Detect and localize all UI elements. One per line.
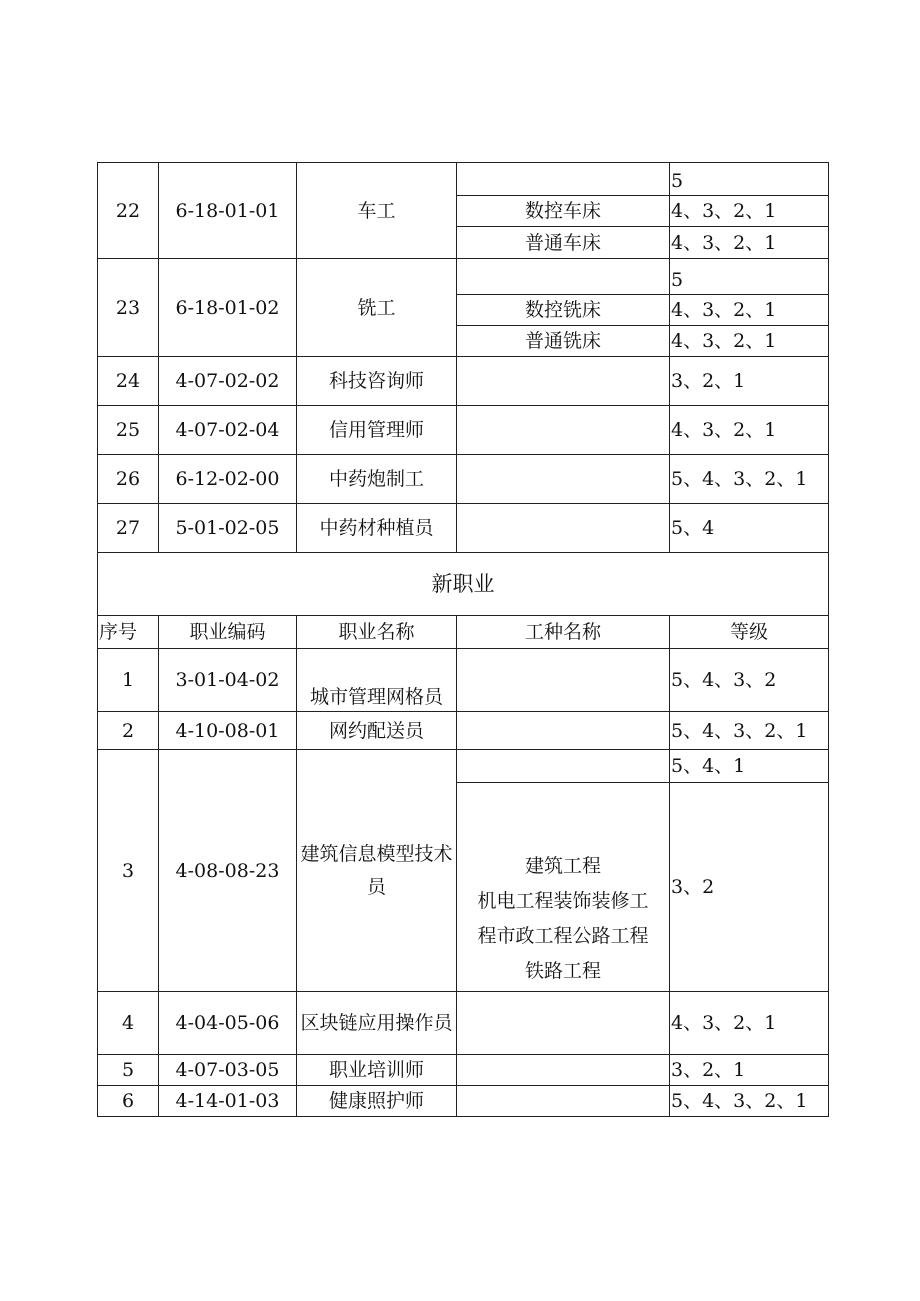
table-row [98,649,829,712]
row-number: 26 [98,455,159,504]
occupation-code: 4-08-08-23 [159,750,297,992]
table-row [98,1055,829,1086]
header-type: 工种名称 [457,616,670,649]
job-type [457,649,670,712]
table-row [98,504,829,553]
level: 5 [670,163,829,196]
table-row [98,163,829,196]
table-row [98,455,829,504]
level: 5、4、1 [670,750,829,783]
occupation-name: 区块链应用操作员 [297,992,457,1055]
table-row [98,712,829,750]
occupation-code: 6-12-02-00 [159,455,297,504]
occupation-code: 6-18-01-02 [159,259,297,357]
occupation-code: 3-01-04-02 [159,649,297,712]
header-code: 职业编码 [159,616,297,649]
level: 4、3、2、1 [670,295,829,326]
job-type: 数控车床 [457,196,670,227]
occupation-code: 5-01-02-05 [159,504,297,553]
occupation-name: 健康照护师 [297,1086,457,1117]
occupation-name: 网约配送员 [297,712,457,750]
level: 4、3、2、1 [670,227,829,259]
level: 3、2、1 [670,357,829,406]
job-type [457,992,670,1055]
header-no: 序号 [98,616,159,649]
job-type [457,712,670,750]
occupation-code: 4-07-02-04 [159,406,297,455]
row-number: 1 [98,649,159,712]
row-number: 23 [98,259,159,357]
table-row [98,1086,829,1117]
level: 4、3、2、1 [670,992,829,1055]
header-name: 职业名称 [297,616,457,649]
job-type: 数控铣床 [457,295,670,326]
occupation-name: 车工 [297,163,457,259]
occupation-name: 信用管理师 [297,406,457,455]
row-number: 4 [98,992,159,1055]
job-type [457,259,670,295]
occupation-name: 中药材种植员 [297,504,457,553]
occupation-code: 4-04-05-06 [159,992,297,1055]
job-type [457,750,670,783]
job-type [457,455,670,504]
row-number: 27 [98,504,159,553]
level: 5、4、3、2 [670,649,829,712]
table-row [98,357,829,406]
job-type [457,163,670,196]
level: 3、2 [670,783,829,992]
job-type [457,406,670,455]
row-number: 3 [98,750,159,992]
occupation-code: 4-07-02-02 [159,357,297,406]
row-number: 2 [98,712,159,750]
occupation-name: 科技咨询师 [297,357,457,406]
row-number: 5 [98,1055,159,1086]
level: 4、3、2、1 [670,326,829,357]
row-number: 6 [98,1086,159,1117]
occupation-code: 4-07-03-05 [159,1055,297,1086]
level: 4、3、2、1 [670,406,829,455]
job-type-line: 建筑工程 [524,855,601,877]
level: 5、4、3、2、1 [670,712,829,750]
job-type [457,1055,670,1086]
occupation-code: 4-10-08-01 [159,712,297,750]
level: 3、2、1 [670,1055,829,1086]
occupation-code: 6-18-01-01 [159,163,297,259]
occupation-name: 铣工 [297,259,457,357]
level: 5 [670,259,829,295]
table-row [98,406,829,455]
job-type-line: 机电工程装饰装修工 [477,890,649,912]
occupation-table [97,162,829,1117]
job-type-line: 铁路工程 [524,960,601,982]
job-type [457,1086,670,1117]
job-type: 普通铣床 [457,326,670,357]
table-row [98,259,829,295]
header-level: 等级 [670,616,829,649]
level: 5、4、3、2、1 [670,1086,829,1117]
table-row [98,750,829,783]
occupation-name: 职业培训师 [297,1055,457,1086]
job-type: 普通车床 [457,227,670,259]
occupation-name: 建筑信息模型技术员 [297,750,457,992]
section-row [98,553,829,616]
job-type-list [457,783,670,992]
job-type-line: 程市政工程公路工程 [477,925,649,947]
table-row [98,992,829,1055]
level: 5、4、3、2、1 [670,455,829,504]
job-type [457,504,670,553]
occupation-code: 4-14-01-03 [159,1086,297,1117]
row-number: 25 [98,406,159,455]
occupation-name: 城市管理网格员 [297,649,457,712]
row-number: 22 [98,163,159,259]
row-number: 24 [98,357,159,406]
header-row [98,616,829,649]
section-title: 新职业 [98,553,829,616]
level: 5、4 [670,504,829,553]
occupation-name: 中药炮制工 [297,455,457,504]
job-type [457,357,670,406]
level: 4、3、2、1 [670,196,829,227]
